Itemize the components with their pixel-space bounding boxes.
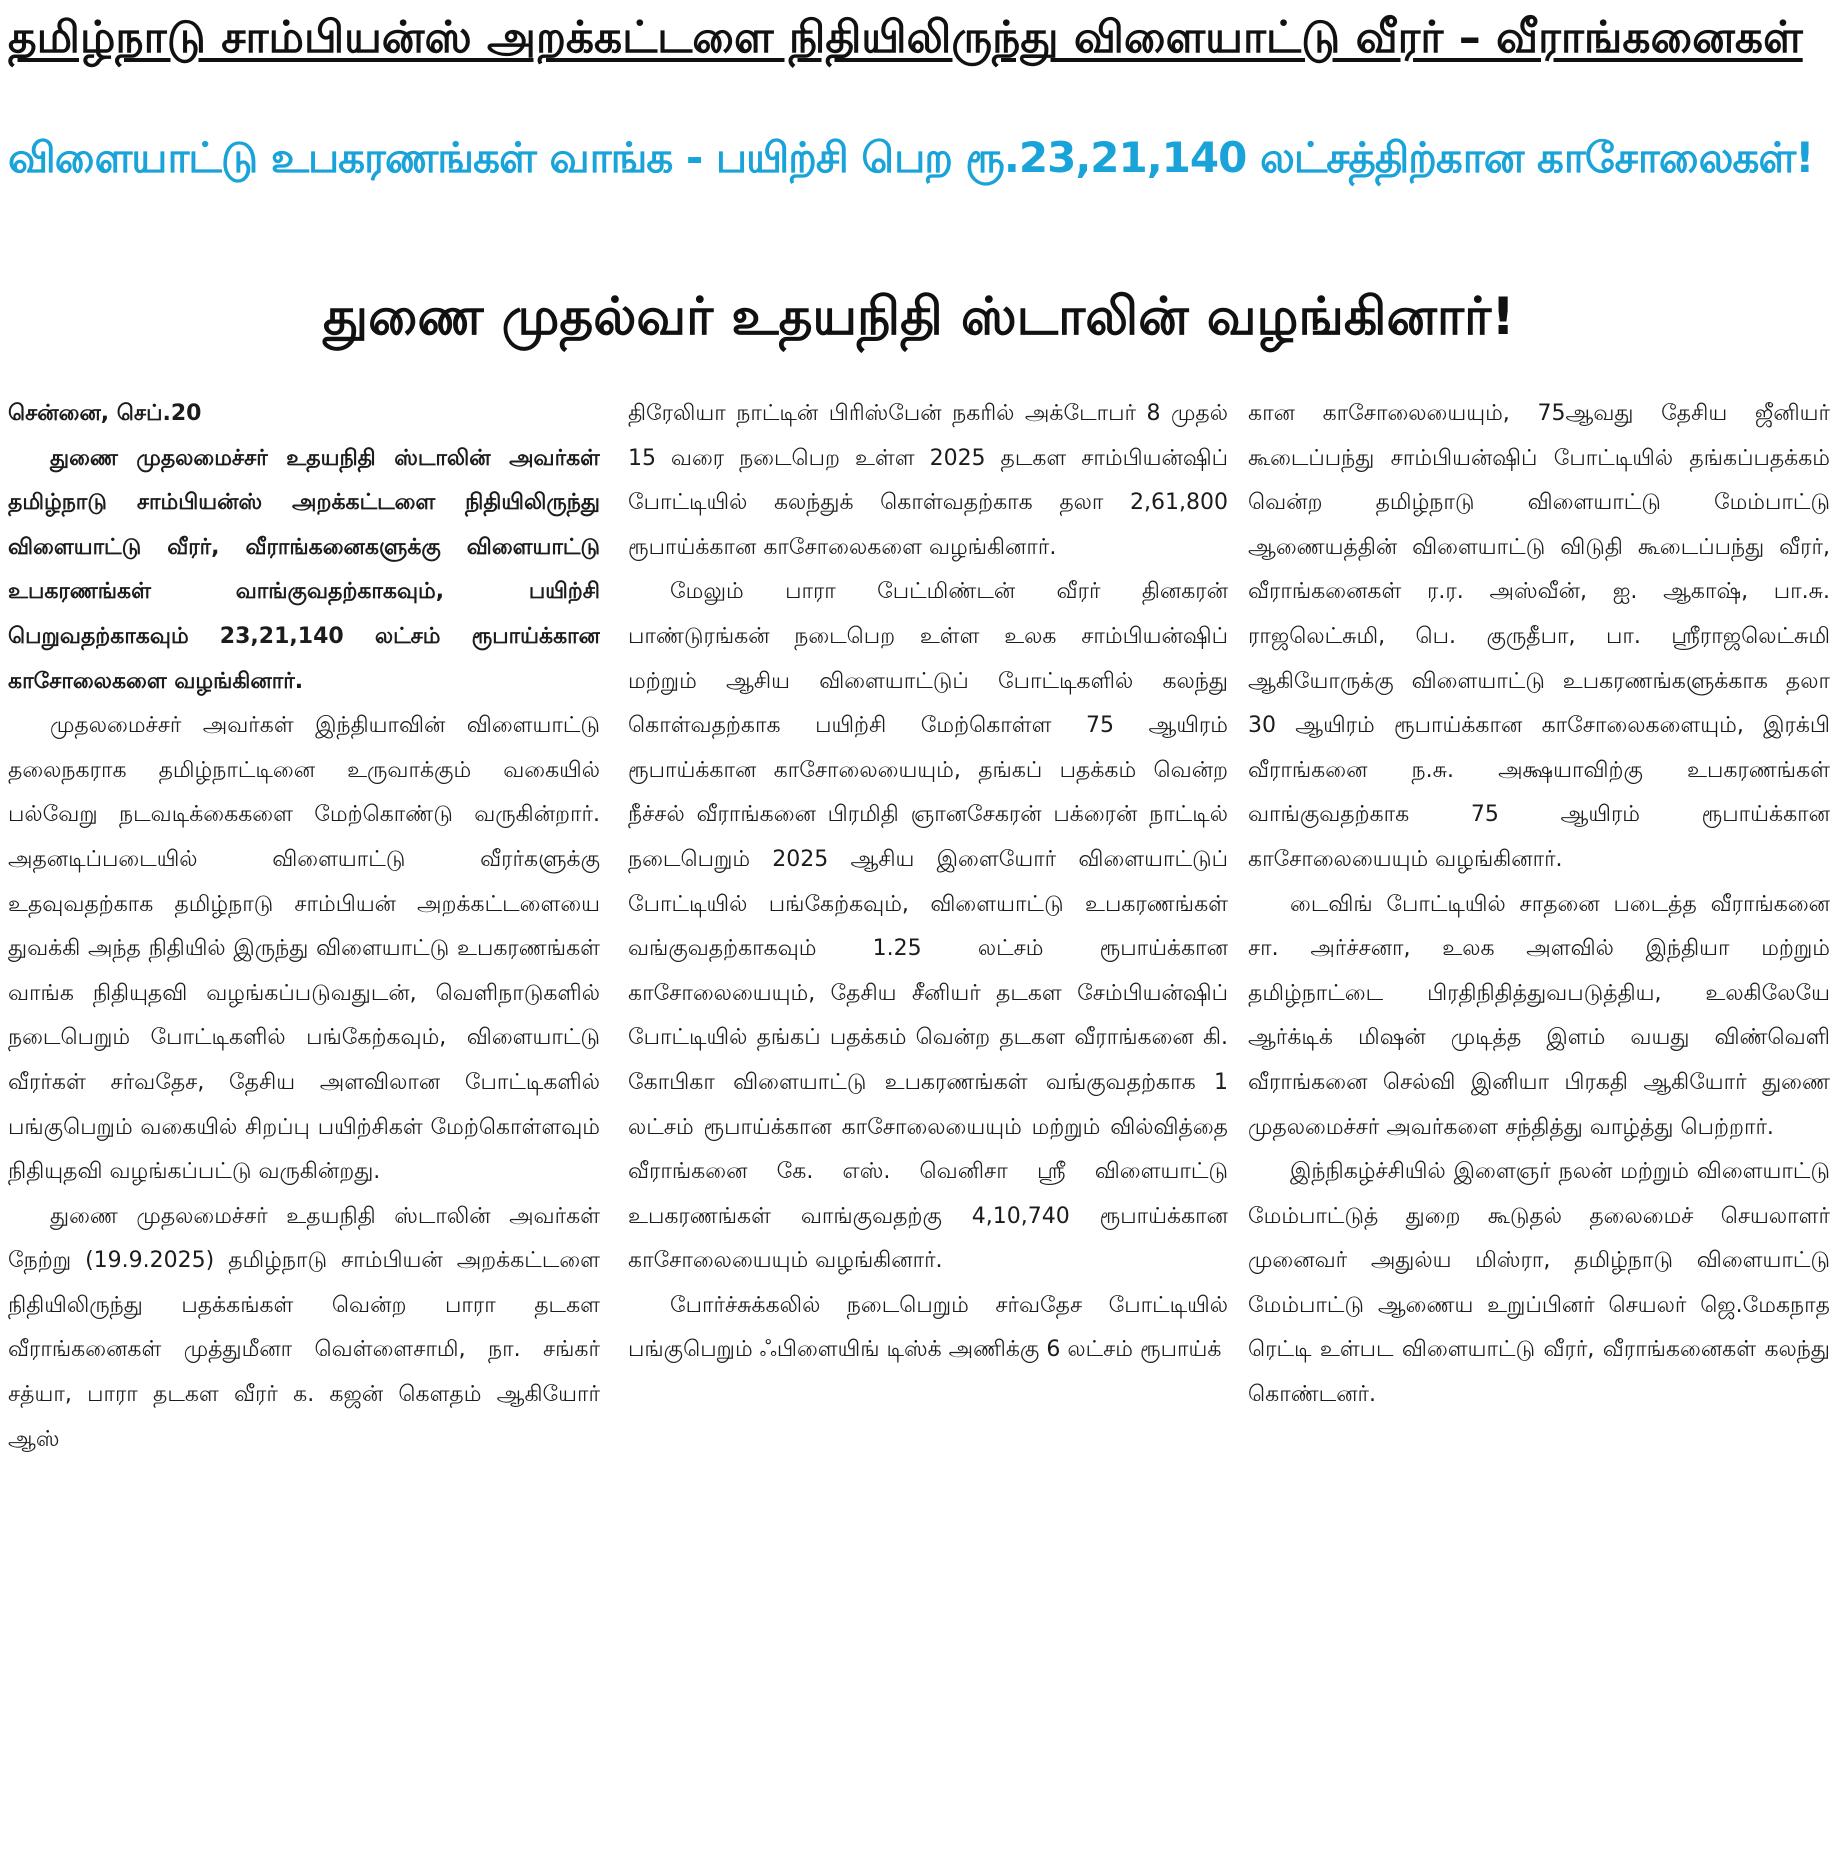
dateline: சென்னை, செப்.20 [8,401,202,426]
paragraph: போர்ச்சுக்கலில் நடைபெறும் சர்வதேச போட்டியில் பங்குபெறும் ஃபிளையிங் டிஸ்க் அணிக்கு 6 லட்சம் ரூபாய்க் [628,1292,1228,1363]
lead-paragraph: துணை முதலமைச்சர் உதயநிதி ஸ்டாலின் அவர்கள் தமிழ்நாடு சாம்பியன்ஸ் அறக்கட்டளை நிதியிலிருந்து விளையாட்டு வீரர், வீராங்கனைகளுக்கு விளையாட்டு உபகரணங்கள் வாங்குவதற்காகவும், பயிற்சி பெறுவதற்காகவும் 23,21,140 லட்சம் ரூபாய்க்கான காசோலைகளை வழங்கினார். [8,445,600,694]
paragraph: கான காசோலையையும், 75ஆவது தேசிய ஜீனியர் கூடைப்பந்து சாம்பியன்ஷிப் போட்டியில் தங்கப்பதக்கம் வென்ற தமிழ்நாடு விளையாட்டு மேம்பாட்டு ஆணையத்தின் விளையாட்டு விடுதி கூடைப்பந்து வீரர், வீராங்கனைகள் ர.ர. அஸ்வீன், ஐ. ஆகாஷ், பா.சு. ராஜலெட்சுமி, பெ. குருதீபா, பா. ஸ்ரீராஜலெட்சுமி ஆகியோருக்கு விளையாட்டு உபகரணங்களுக்காக தலா 30 ஆயிரம் ரூபாய்க்கான காசோலைகளையும், இரக்பி வீராங்கனை ந.சு. அக்ஷயாவிற்கு உபகரணங்கள் வாங்குவதற்காக 75 ஆயிரம் ரூபாய்க்கான காசோலையையும் வழங்கினார். [1248,401,1830,872]
paragraph: துணை முதலமைச்சர் உதயநிதி ஸ்டாலின் அவர்கள் நேற்று (19.9.2025) தமிழ்நாடு சாம்பியன் அறக்கட்டளை நிதியிலிருந்து பதக்கங்கள் வென்ற பாரா தடகள வீராங்கனைகள் முத்துமீனா வெள்ளைசாமி, நா. சங்கர் சத்யா, பாரா தடகள வீரர் க. கஜன் கௌதம் ஆகியோர் ஆஸ் [8,1203,600,1452]
paragraph: டைவிங் போட்டியில் சாதனை படைத்த வீராங்கனை சா. அர்ச்சனா, உலக அளவில் இந்தியா மற்றும் தமிழ்நாட்டை பிரதிநிதித்துவபடுத்திய, உலகிலேயே ஆர்க்டிக் மிஷன் முடித்த இளம் வயது விண்வெளி வீராங்கனை செல்வி இனியா பிரகதி ஆகியோர் துணை முதலமைச்சர் அவர்களை சந்தித்து வாழ்த்து பெற்றார். [1248,891,1830,1140]
paragraph: மேலும் பாரா பேட்மிண்டன் வீரர் தினகரன் பாண்டுரங்கன் நடைபெற உள்ள உலக சாம்பியன்ஷிப் மற்றும் ஆசிய விளையாட்டுப் போட்டிகளில் கலந்து கொள்வதற்காக பயிற்சி மேற்கொள்ள 75 ஆயிரம் ரூபாய்க்கான காசோலையையும், தங்கப் பதக்கம் வென்ற நீச்சல் வீராங்கனை பிரமிதி ஞானசேகரன் பக்ரைன் நாட்டில் நடைபெறும் 2025 ஆசிய இளையோர் விளையாட்டுப் போட்டியில் பங்கேற்கவும், விளையாட்டு உபகரணங்கள் வங்குவதற்காகவும் 1.25 லட்சம் ரூபாய்க்கான காசோலையையும், தேசிய சீனியர் தடகள சேம்பியன்ஷிப் போட்டியில் தங்கப் பதக்கம் வென்ற தடகள வீராங்கனை கி. கோபிகா விளையாட்டு உபகரணங்கள் வங்குவதற்காக 1 லட்சம் ரூபாய்க்கான காசோலையையும் மற்றும் வில்வித்தை வீராங்கனை கே. எஸ். வெனிசா ஸ்ரீ விளையாட்டு உபகரணங்கள் வாங்குவதற்கு 4,10,740 ரூபாய்க்கான காசோலையையும் வழங்கினார். [628,579,1228,1274]
article-column-1 [8,392,600,1870]
paragraph: முதலமைச்சர் அவர்கள் இந்தியாவின் விளையாட்டு தலைநகராக தமிழ்நாட்டினை உருவாக்கும் வகையில் பல்வேறு நடவடிக்கைகளை மேற்கொண்டு வருகின்றார். அதனடிப்படையில் விளையாட்டு வீரர்களுக்கு உதவுவதற்காக தமிழ்நாடு சாம்பியன் அறக்கட்டளையை துவக்கி அந்த நிதியில் இருந்து விளையாட்டு உபகரணங்கள் வாங்க நிதியுதவி வழங்கப்படுவதுடன், வெளிநாடுகளில் நடைபெறும் போட்டிகளில் பங்கேற்கவும், விளையாட்டு வீரர்கள் சர்வதேச, தேசிய அளவிலான போட்டிகளில் பங்குபெறும் வகையில் சிறப்பு பயிற்சிகள் மேற்கொள்ளவும் நிதியுதவி வழங்கப்பட்டு வருகின்றது. [8,713,600,1185]
article-column-3 [1248,392,1830,1870]
article-column-2 [628,392,1228,1870]
article-body [8,392,1830,1870]
headline-top: தமிழ்நாடு சாம்பியன்ஸ் அறக்கட்டளை நிதியிலிருந்து விளையாட்டு வீரர் – வீராங்கனைகள் [8,12,1803,63]
headline-sub: துணை முதல்வர் உதயநிதி ஸ்டாலின் வழங்கினார்! [323,287,1515,347]
paragraph: இந்நிகழ்ச்சியில் இளைஞர் நலன் மற்றும் விளையாட்டு மேம்பாட்டுத் துறை கூடுதல் தலைமைச் செயலாளர் முனைவர் அதுல்ய மிஸ்ரா, தமிழ்நாடு விளையாட்டு மேம்பாட்டு ஆணைய உறுப்பினர் செயலர் ஜெ.மேகநாத ரெட்டி உள்பட விளையாட்டு வீரர், வீராங்கனைகள் கலந்து கொண்டனர். [1248,1159,1830,1408]
paragraph: திரேலியா நாட்டின் பிரிஸ்பேன் நகரில் அக்டோபர் 8 முதல் 15 வரை நடைபெற உள்ள 2025 தடகள சாம்பியன்ஷிப் போட்டியில் கலந்துக் கொள்வதற்காக தலா 2,61,800 ரூபாய்க்கான காசோலைகளை வழங்கினார். [628,401,1228,560]
headline-main: விளையாட்டு உபகரணங்கள் வாங்க - பயிற்சி பெற ரூ.23,21,140 லட்சத்திற்கான காசோலைகள்! [8,133,1814,182]
